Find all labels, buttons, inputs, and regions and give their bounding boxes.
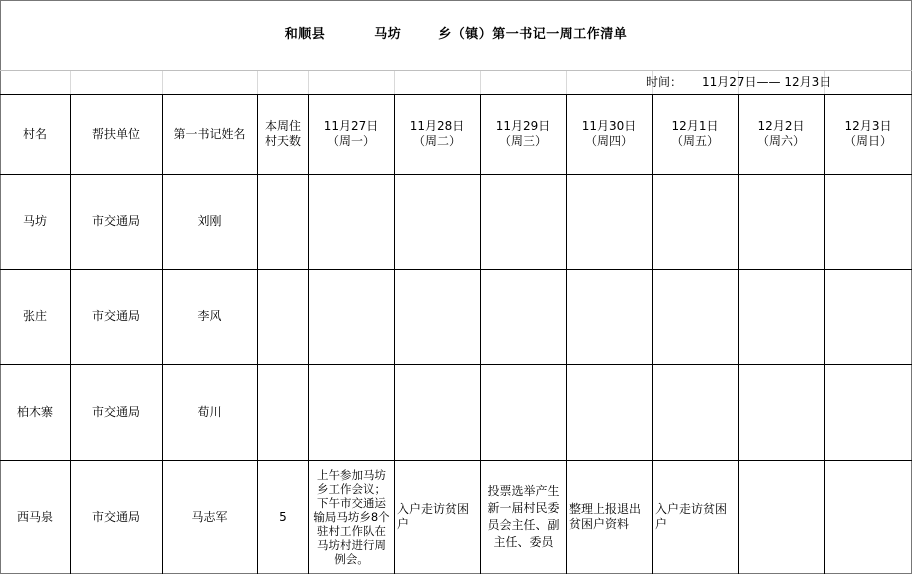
header-day-5: 12月1日（周五） bbox=[670, 119, 719, 148]
header-day-4: 11月30日（周四） bbox=[581, 119, 637, 148]
cell-village: 西马泉 bbox=[16, 509, 53, 524]
header-unit: 帮扶单位 bbox=[91, 126, 140, 141]
header-day-7: 12月3日（周日） bbox=[843, 119, 892, 148]
cell-unit: 市交通局 bbox=[91, 404, 140, 419]
gridline bbox=[566, 70, 567, 94]
gridline bbox=[162, 70, 163, 94]
cell-village: 柏木寨 bbox=[16, 404, 53, 419]
header-day-3: 11月29日（周三） bbox=[495, 119, 551, 148]
gridline bbox=[308, 70, 309, 94]
cell-day-1: 上午参加马坊乡工作会议；下午市交通运输局马坊乡8个驻村工作队在马坊村进行周例会。 bbox=[313, 468, 390, 566]
sheet-title bbox=[0, 0, 912, 70]
cell-secretary: 刘刚 bbox=[197, 214, 222, 228]
header-village: 村名 bbox=[22, 126, 47, 141]
cell-unit: 市交通局 bbox=[91, 309, 140, 323]
header-day-2: 11月28日（周二） bbox=[409, 119, 465, 148]
title-county: 和顺县 bbox=[284, 27, 326, 42]
cell-secretary: 马志军 bbox=[191, 509, 228, 524]
title-town: 马坊 bbox=[374, 27, 402, 42]
cell-day-2: 入户走访贫困户 bbox=[397, 502, 470, 531]
gridline bbox=[480, 70, 481, 94]
header-secretary: 第一书记姓名 bbox=[173, 126, 246, 141]
time-range: 11月27日—— 12月3日 bbox=[702, 75, 832, 89]
gridline bbox=[70, 70, 71, 94]
time-label: 时间： bbox=[646, 75, 683, 89]
gridline bbox=[394, 70, 395, 94]
cell-secretary: 荀川 bbox=[197, 404, 222, 419]
cell-village: 马坊 bbox=[22, 214, 47, 228]
gridline bbox=[257, 70, 258, 94]
title-rest: 乡（镇）第一书记一周工作清单 bbox=[438, 27, 628, 42]
cell-unit: 市交通局 bbox=[91, 214, 140, 228]
cell-days: 5 bbox=[279, 509, 287, 524]
header-day-6: 12月2日（周六） bbox=[756, 119, 805, 148]
header-day-1: 11月27日（周一） bbox=[323, 119, 379, 148]
cell-day-4: 整理上报退出贫困户资料 bbox=[569, 502, 642, 531]
cell-day-5: 入户走访贫困户 bbox=[655, 502, 728, 531]
cell-secretary: 李风 bbox=[197, 309, 222, 323]
cell-day-3: 投票选举产生新一届村民委员会主任、副主任、委员 bbox=[487, 484, 560, 549]
header-days: 本周住村天数 bbox=[264, 119, 301, 148]
cell-village: 张庄 bbox=[22, 309, 47, 323]
cell-unit: 市交通局 bbox=[91, 509, 140, 524]
